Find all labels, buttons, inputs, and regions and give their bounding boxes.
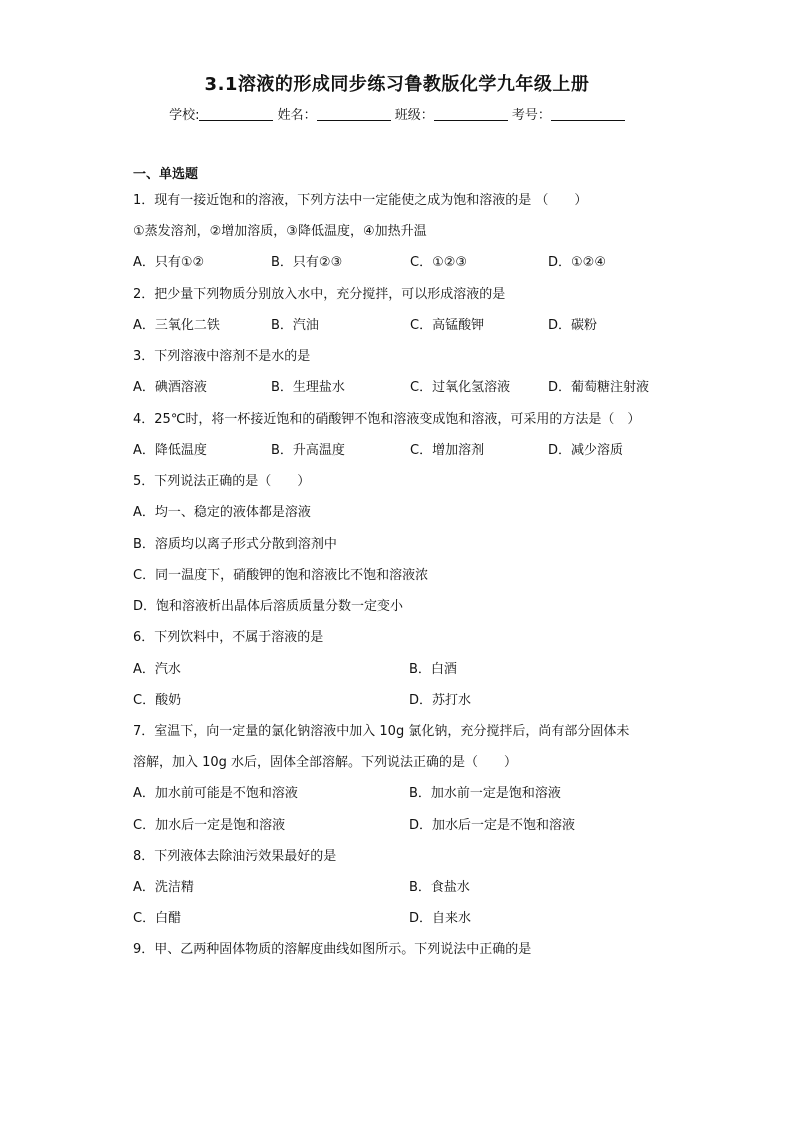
question-5-stem: 5．下列说法正确的是（ ）: [133, 474, 311, 489]
q3-option-b[interactable]: B．生理盐水: [271, 380, 345, 395]
question-3-options: [133, 380, 693, 396]
class-blank: [434, 108, 508, 121]
name-label: 姓名：: [277, 108, 317, 123]
question-3-stem: 3．下列溶液中溶剂不是水的是: [133, 349, 311, 364]
question-7-stem: 7．室温下，向一定量的氯化钠溶液中加入 10g 氯化钠，充分搅拌后，尚有部分固体未: [133, 724, 630, 739]
q2-option-c[interactable]: C．高锰酸钾: [410, 318, 485, 333]
name-blank: [317, 108, 391, 121]
q5-option-a[interactable]: A．均一、稳定的液体都是溶液: [133, 505, 311, 520]
question-1-stem-2: ①蒸发溶剂，②增加溶质，③降低温度，④加热升温: [133, 224, 427, 239]
exam-no-blank: [551, 108, 625, 121]
q3-option-a[interactable]: A．碘酒溶液: [133, 380, 207, 395]
q8-option-a[interactable]: A．洗洁精: [133, 880, 194, 895]
q5-option-d[interactable]: D．饱和溶液析出晶体后溶质质量分数一定变小: [133, 599, 404, 614]
q8-option-b[interactable]: B．食盐水: [409, 880, 470, 895]
q6-option-d[interactable]: D．苏打水: [409, 693, 472, 708]
section-heading: 一、单选题: [133, 167, 199, 182]
school-blank: [199, 108, 273, 121]
q8-option-c[interactable]: C．白醋: [133, 911, 182, 926]
q5-option-b[interactable]: B．溶质均以离子形式分散到溶剂中: [133, 537, 337, 552]
question-6-options-row-1: [133, 662, 693, 678]
question-7-options-row-1: [133, 786, 693, 802]
q7-option-d[interactable]: D．加水后一定是不饱和溶液: [409, 818, 576, 833]
exam-no-label: 考号：: [511, 108, 551, 123]
question-2-options: [133, 318, 693, 334]
q6-option-b[interactable]: B．白酒: [409, 662, 457, 677]
question-7-stem-2: 溶解，加入 10g 水后，固体全部溶解。下列说法正确的是（ ）: [133, 755, 518, 770]
q8-option-d[interactable]: D．自来水: [409, 911, 472, 926]
q6-option-c[interactable]: C．酸奶: [133, 693, 182, 708]
question-4-options: [133, 443, 693, 459]
q7-option-b[interactable]: B．加水前一定是饱和溶液: [409, 786, 561, 801]
q4-option-b[interactable]: B．升高温度: [271, 443, 345, 458]
question-6-options-row-2: [133, 693, 693, 709]
student-info-line: [0, 104, 794, 123]
question-8-stem: 8．下列液体去除油污效果最好的是: [133, 849, 337, 864]
q1-option-c[interactable]: C．①②③: [410, 255, 468, 270]
q3-option-c[interactable]: C．过氧化氢溶液: [410, 380, 511, 395]
q7-option-a[interactable]: A．加水前可能是不饱和溶液: [133, 786, 298, 801]
question-6-stem: 6．下列饮料中，不属于溶液的是: [133, 630, 324, 645]
question-4-stem: 4．25℃时，将一杯接近饱和的硝酸钾不饱和溶液变成饱和溶液，可采用的方法是（ ）: [133, 412, 641, 427]
q2-option-b[interactable]: B．汽油: [271, 318, 319, 333]
question-1-stem: 1．现有一接近饱和的溶液，下列方法中一定能使之成为饱和溶液的是 （ ）: [133, 193, 588, 208]
class-label: 班级：: [394, 108, 434, 123]
q1-option-b[interactable]: B．只有②③: [271, 255, 343, 270]
q5-option-c[interactable]: C．同一温度下，硝酸钾的饱和溶液比不饱和溶液浓: [133, 568, 429, 583]
question-1-options: [133, 255, 693, 271]
q4-option-a[interactable]: A．降低温度: [133, 443, 207, 458]
question-9-stem: 9．甲、乙两种固体物质的溶解度曲线如图所示。下列说法中正确的是: [133, 942, 532, 957]
q1-option-a[interactable]: A．只有①②: [133, 255, 205, 270]
q1-option-d[interactable]: D．①②④: [548, 255, 606, 270]
page-title: 3.1溶液的形成同步练习鲁教版化学九年级上册: [204, 74, 590, 95]
q4-option-c[interactable]: C．增加溶剂: [410, 443, 485, 458]
question-8-options-row-1: [133, 880, 693, 896]
q3-option-d[interactable]: D．葡萄糖注射液: [548, 380, 650, 395]
q6-option-a[interactable]: A．汽水: [133, 662, 181, 677]
q4-option-d[interactable]: D．减少溶质: [548, 443, 624, 458]
q2-option-a[interactable]: A．三氧化二铁: [133, 318, 220, 333]
school-label: 学校:: [169, 108, 200, 123]
question-7-options-row-2: [133, 818, 693, 834]
q7-option-c[interactable]: C．加水后一定是饱和溶液: [133, 818, 286, 833]
question-2-stem: 2．把少量下列物质分别放入水中，充分搅拌，可以形成溶液的是: [133, 287, 506, 302]
q2-option-d[interactable]: D．碳粉: [548, 318, 598, 333]
question-8-options-row-2: [133, 911, 693, 927]
